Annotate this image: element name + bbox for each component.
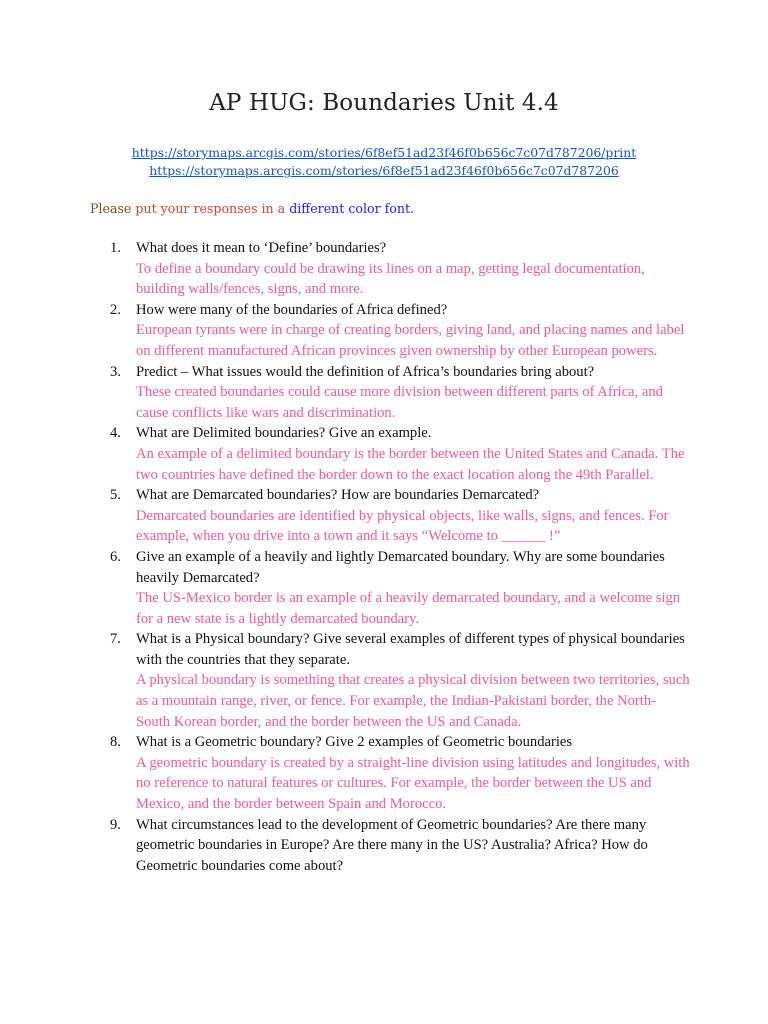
question-number: 9.: [110, 816, 121, 833]
answer-text[interactable]: European tyrants were in charge of creating borders, giving land, and placing names and label on different manufactured African provinces given ownership by other European powers.: [136, 322, 685, 359]
answer-text[interactable]: An example of a delimited boundary is the border between the United States and Canada. The two countries have defined the border down to the exact location along the 49th Parallel.: [136, 445, 685, 483]
answer-text[interactable]: These created boundaries could cause more division between different parts of Africa, and cause conflicts like wars and discrimination.: [136, 384, 663, 421]
instruction-part-4: .: [410, 201, 415, 216]
question-text: What does it mean to ‘Define’ boundaries?: [136, 240, 387, 256]
question-text: What is a Geometric boundary? Give 2 examples of Geometric boundaries: [136, 734, 573, 751]
answer-text[interactable]: Demarcated boundaries are identified by physical objects, like walls, signs, and fences. For example, when you drive into a town and it says “Welcome to ______ !”: [136, 507, 669, 545]
question-number: 2.: [110, 301, 121, 318]
answer-text[interactable]: A physical boundary is something that creates a physical division between two territories, such as a mountain range, river, or fence. For example, the Indian-Pakistani border, the North-South Korean border, and the border between the US and Canada.: [136, 672, 690, 730]
storymap-print-link[interactable]: https://storymaps.arcgis.com/stories/6f8ef51ad23f46f0b656c7c07d787206/print: [131, 145, 637, 160]
question-text: How were many of the boundaries of Africa defined?: [136, 301, 448, 318]
question-text: What are Delimited boundaries? Give an example.: [136, 425, 432, 442]
question-item: [110, 547, 690, 629]
instruction-part-2: put your responses in a: [135, 201, 290, 216]
instruction-part-3: different color font: [289, 201, 411, 216]
question-number: 7.: [110, 631, 121, 648]
question-item: [110, 815, 690, 877]
question-number: 3.: [110, 363, 121, 380]
question-number: 1.: [110, 240, 121, 256]
question-number: 5.: [110, 487, 121, 504]
question-item: [110, 238, 690, 300]
question-item: [110, 362, 690, 424]
instruction-line: [90, 201, 414, 216]
question-text: Predict – What issues would the definition of Africa’s boundaries bring about?: [136, 363, 595, 380]
question-number: 6.: [110, 548, 121, 565]
answer-text[interactable]: The US-Mexico border is an example of a heavily demarcated boundary, and a welcome sign for a new state is a lightly demarcated boundary.: [136, 590, 681, 627]
question-item: [110, 485, 690, 547]
question-list: [110, 238, 690, 876]
question-text: What is a Physical boundary? Give several examples of different types of physical boundaries with the countries that they separate.: [136, 631, 685, 668]
question-item: [110, 300, 690, 362]
instruction-part-1: Please: [90, 201, 136, 216]
link-block: [0, 144, 768, 180]
question-number: 8.: [110, 734, 121, 751]
question-number: 4.: [110, 425, 121, 442]
storymap-link[interactable]: https://storymaps.arcgis.com/stories/6f8ef51ad23f46f0b656c7c07d787206: [149, 163, 619, 178]
question-item: [110, 629, 690, 732]
answer-text[interactable]: A geometric boundary is created by a straight-line division using latitudes and longitudes, with no reference to natural features or cultures. For example, the border between the US and Mexico, and the border between Spain and Morocco.: [136, 754, 690, 813]
question-item: [110, 423, 690, 485]
question-text: What circumstances lead to the development of Geometric boundaries? Are there many geometric boundaries in Europe? Are there many in the US? Australia? Africa? How do Geometric boundaries come about?: [136, 816, 648, 874]
question-text: What are Demarcated boundaries? How are boundaries Demarcated?: [136, 487, 540, 504]
question-item: [110, 732, 690, 814]
question-text: Give an example of a heavily and lightly Demarcated boundary. Why are some boundaries heavily Demarcated?: [136, 548, 665, 586]
document-title: AP HUG: Boundaries Unit 4.4: [209, 90, 559, 116]
answer-text[interactable]: To define a boundary could be drawing its lines on a map, getting legal documentation, building walls/fences, signs, and more.: [136, 260, 645, 298]
